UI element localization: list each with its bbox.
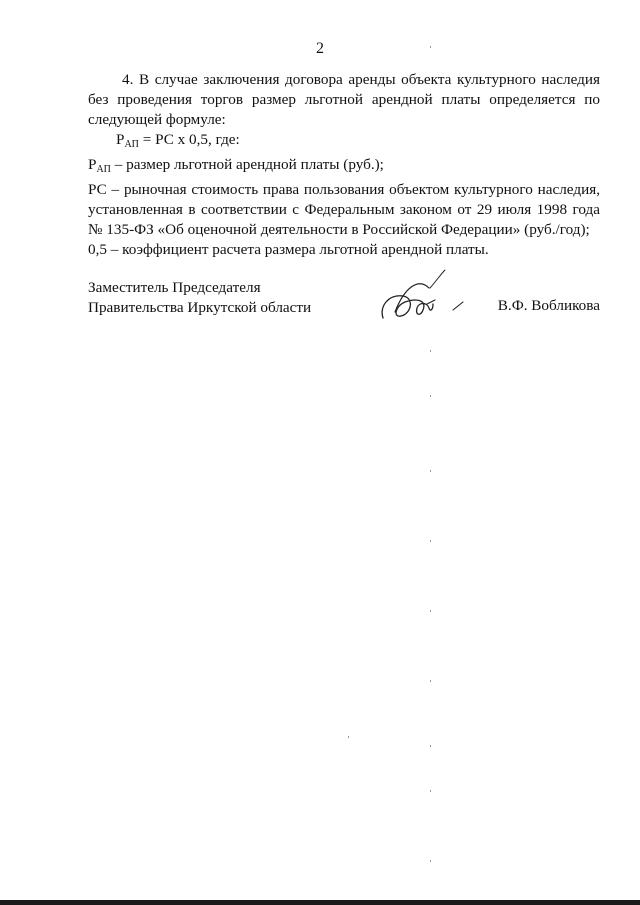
definition-rap <box>88 155 600 180</box>
definition-rs: РС – рыночная стоимость права пользования объектом культурного наследия, установленная в соответствии с Федеральным законом от 29 июля 1998 года № 135-ФЗ «Об оценочной деятельности в Российской Федерации» (руб./год); <box>88 181 600 238</box>
handwritten-signature <box>375 266 470 328</box>
formula-symbol: Р <box>116 131 125 148</box>
definition-rap-text: – размер льготной арендной платы (руб.); <box>110 156 384 173</box>
formula-line <box>88 130 600 155</box>
definition-rap-symbol: Р <box>88 156 97 173</box>
definition-rap-subscript: АП <box>96 164 111 175</box>
signatory-title-line-2: Правительства Иркутской области <box>88 299 312 316</box>
signatory-name: В.Ф. Вобликова <box>497 297 600 314</box>
scan-bottom-edge <box>0 900 640 905</box>
signature-block <box>88 278 600 318</box>
paragraph-clause-4: 4. В случае заключения договора аренды объекта культурного наследия без проведения торгов размер льготной арендной платы определяется по следующей формуле: <box>88 71 600 128</box>
definition-coefficient: 0,5 – коэффициент расчета размера льготной арендной платы. <box>88 241 489 258</box>
formula-rest: = РС х 0,5, где: <box>138 131 240 148</box>
page-number: 2 <box>316 40 324 57</box>
signatory-title-line-1: Заместитель Председателя <box>88 279 261 296</box>
formula-subscript: АП <box>124 139 139 150</box>
document-body <box>88 70 600 260</box>
